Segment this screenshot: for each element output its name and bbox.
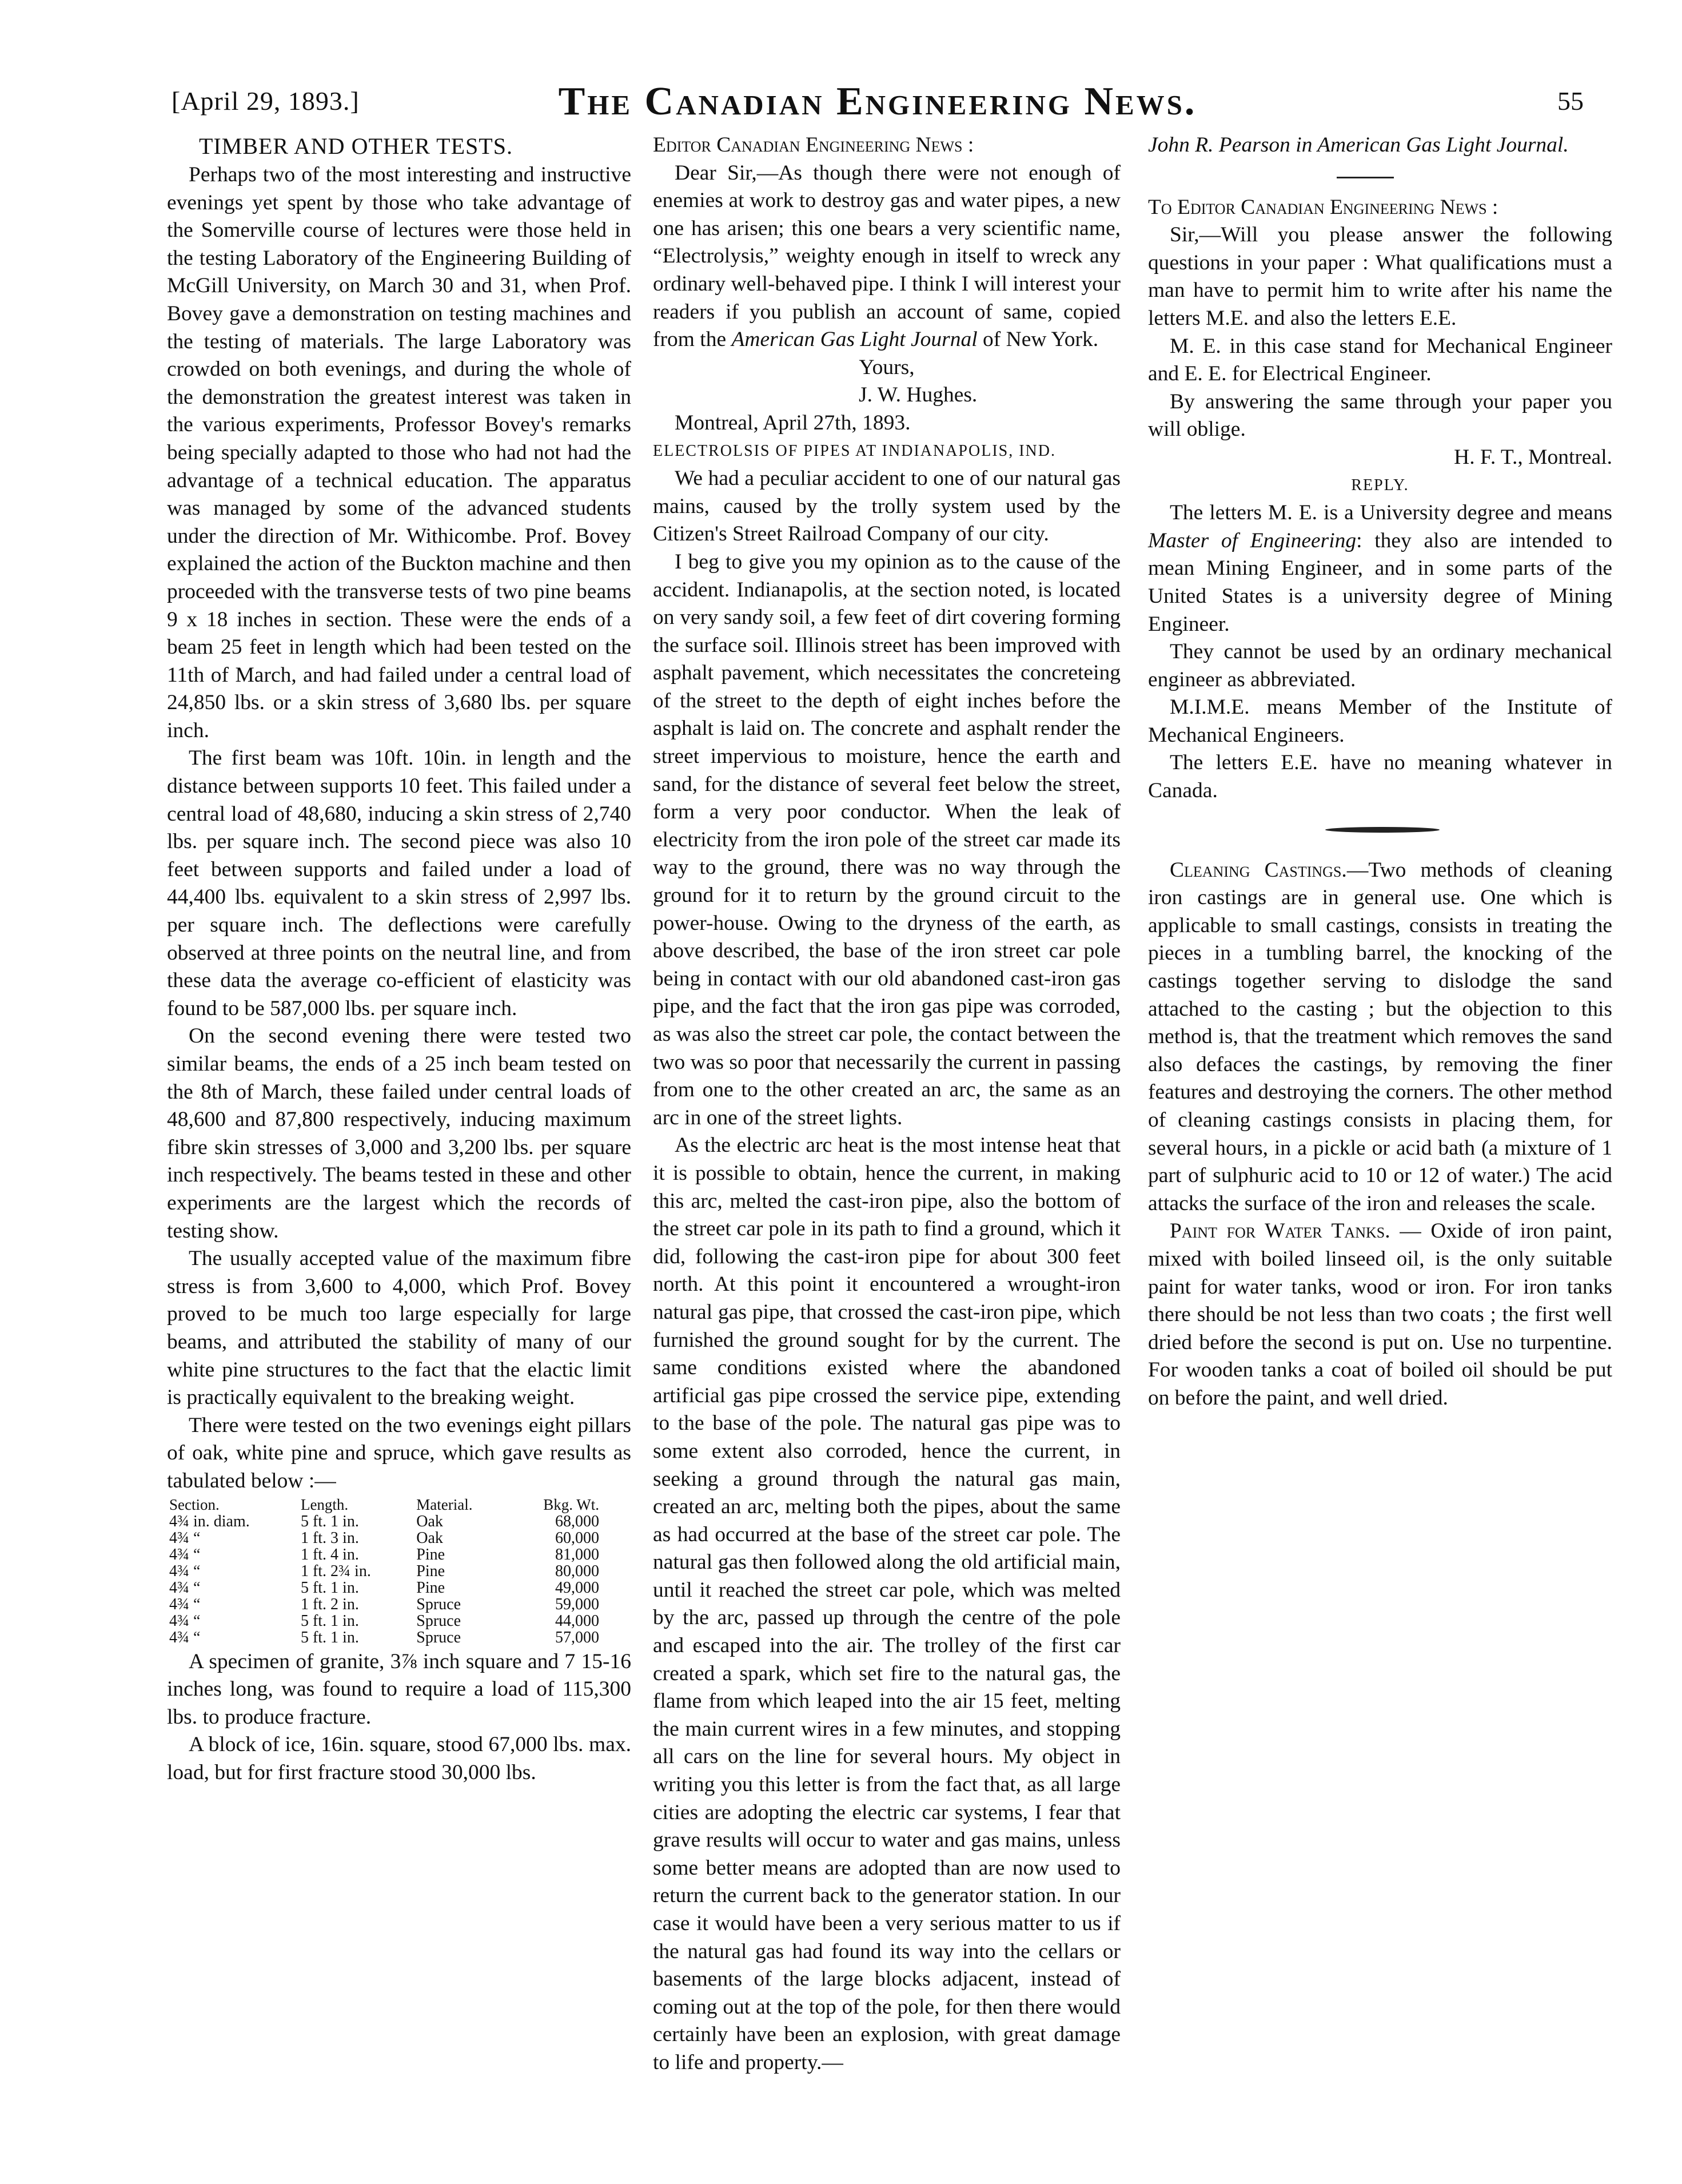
masthead-title: The Canadian Engineering News.: [558, 79, 1197, 124]
cell-length: 5 ft. 1 in.: [300, 1628, 359, 1646]
paint-water-tanks-paragraph: Paint for Water Tanks. — Oxide of iron paint, mixed with boiled linseed oil, is the only suitable paint for water tanks, wood or iron. For iron tanks there should be not less than two coats ; the first well dried before the second is put on. Use no turpentine. For wooden tanks a coat of boiled oil should be put on before the paint, and well dried.: [1148, 1219, 1612, 1410]
cell-breaking-weight: 81,000: [555, 1545, 599, 1564]
cleaning-castings-paragraph: Cleaning Castings.—Two methods of cleaning iron castings are in general use. One which is applicable to small castings, consists in treating the pieces in a tumbling barrel, the knocking of the castings together serving to dislodge the sand attached to the casting ; but the objection to this method is, that the treatment which removes the sand also defaces the castings, by removing the finer features and destroying the corners. The other method of cleaning castings consists in placing them, for several hours, in a pickle or acid bath (a mixture of 1 part of sulphuric acid to 10 or 12 of water.) The acid attacks the surface of the iron and releases the scale.: [1148, 858, 1613, 1215]
cell-breaking-weight: 49,000: [555, 1578, 599, 1597]
column-1: [167, 132, 631, 1787]
letter-closing: Yours,: [859, 355, 915, 379]
pillar-test-table: [167, 1497, 601, 1646]
timber-paragraph-granite: A specimen of granite, 3⅞ inch square and 7 15-16 inches long, was found to require a load of 115,300 lbs. to produce fracture.: [167, 1649, 631, 1729]
degree-name: Master of Engineering: [1148, 528, 1357, 552]
cell-material: Pine: [416, 1562, 445, 1580]
cell-breaking-weight: 59,000: [555, 1595, 599, 1613]
cell-length: 5 ft. 1 in.: [300, 1512, 359, 1530]
electrolysis-subheading: ELECTROLSIS OF PIPES AT INDIANAPOLIS, IND.: [653, 441, 1056, 460]
column-header-length: Length.: [300, 1495, 349, 1513]
table-row: [167, 1613, 601, 1629]
reply-paragraph-3: M.I.M.E. means Member of the Institute of Mechanical Engineers.: [1148, 695, 1612, 747]
timber-paragraph-5: There were tested on the two evenings eight pillars of oak, white pine and spruce, which gave results as tabulated below :—: [167, 1413, 631, 1493]
timber-paragraph-3: On the second evening there were tested two similar beams, the ends of a 25 inch beam tested on the 8th of March, these failed under central loads of 48,600 and 87,800 respectively, inducing maximum fibre skin stresses of 3,000 and 3,200 lbs. per square inch respectively. The beams tested in these and other experiments are the largest which the records of testing show.: [167, 1024, 631, 1243]
page-header: [172, 79, 1584, 130]
timber-paragraph-1: Perhaps two of the most interesting and instructive evenings yet spent by those who take advantage of the Somerville course of lectures were those held in the testing Laboratory of the Engineering Building of McGill University, on March 30 and 31, when Prof. Bovey gave a demonstration on testing machines and the testing of materials. The large Laboratory was crowded on both evenings, and during the whole of the demonstration the greatest interest was taken in the various experiments, Professor Bovey's remarks being specially adapted to those who had not had the advantage of a technical education. The apparatus was managed by some of the advanced students under the direction of Mr. Withicombe. Prof. Bovey explained the action of the Buckton machine and then proceeded with the transverse tests of two pine beams 9 x 18 inches in section. These were the ends of a beam 25 feet in length which had been tested on the 11th of March, and had failed under a central load of 24,850 lbs. or a skin stress of 3,680 lbs. per square inch.: [167, 163, 631, 742]
cell-section: 4¾ “: [169, 1612, 201, 1630]
column-2: [653, 132, 1121, 2077]
reply-paragraph-2: They cannot be used by an ordinary mechanical engineer as abbreviated.: [1148, 640, 1612, 691]
cell-length: 1 ft. 2 in.: [300, 1595, 359, 1613]
cell-breaking-weight: 68,000: [555, 1512, 599, 1530]
timber-paragraph-2: The first beam was 10ft. 10in. in length and the distance between supports 10 feet. This failed under a central load of 48,680, inducing a skin stress of 2,740 lbs. per square inch. The second piece was also 10 feet between supports and failed under a load of 44,400 lbs. equivalent to a skin stress of 2,997 lbs. per square inch. The deflections were carefully observed at three points on the neutral line, and from these data the average co-efficient of elasticity was found to be 587,000 lbs. per square inch.: [167, 746, 631, 1020]
letter-salutation: Editor Canadian Engineering News :: [653, 133, 974, 157]
cell-material: Pine: [416, 1545, 445, 1564]
electrolysis-paragraph-2: I beg to give you my opinion as to the cause of the accident. Indianapolis, at the section noted, is located on very sandy soil, a few feet of dirt covering forming the surface soil. Illinois street has been improved with asphalt pavement, which necessitates the concreteing of the street to the depth of eight inches before the asphalt is laid on. The concrete and asphalt render the street impervious to moisture, hence the earth and sand, for the distance of several feet below the street, form a very poor conductor. When the leak of electricity from the iron pole of the street car made its way to the ground, there was no way through the ground for it to return by the ground circuit to the power-house. Owing to the dryness of the earth, as above described, the base of the iron street car pole being in contact with our old abandoned cast-iron gas pipe, and the fact that the iron gas pipe was corroded, as was also the street car pole, the contact between the two was so poor that necessarily the current in passing from one to the other created an arc, the same as an arc in one of the street lights.: [653, 550, 1121, 1129]
table-row: [167, 1546, 601, 1563]
cell-section: 4¾ “: [169, 1562, 201, 1580]
table-header-row: [167, 1497, 601, 1513]
article-heading-timber-tests: TIMBER AND OTHER TESTS.: [199, 133, 513, 159]
issue-date: [April 29, 1893.]: [172, 86, 360, 116]
column-header-material: Material.: [416, 1495, 473, 1513]
cell-length: 1 ft. 4 in.: [300, 1545, 359, 1564]
page-number: 55: [1557, 86, 1584, 116]
letter-body: Dear Sir,—As though there were not enough of enemies at work to destroy gas and water pipes, a new one has arisen; this one bears a very scientific name, “Electrolysis,” weighty enough in itself to wreck any ordinary well-behaved pipe. I think I will interest your readers if you publish an account of same, copied from the American Gas Light Journal of New York.: [653, 161, 1121, 352]
electrolysis-credit-line: [1148, 132, 1612, 160]
cell-breaking-weight: 44,000: [555, 1612, 599, 1630]
cell-section: 4¾ “: [169, 1595, 201, 1613]
cell-material: Spruce: [416, 1628, 461, 1646]
table-row: [167, 1580, 601, 1596]
cell-breaking-weight: 60,000: [555, 1529, 599, 1547]
timber-paragraph-4: The usually accepted value of the maximum fibre stress is from 3,600 to 4,000, which Prof. Bovey proved to be much too large especially for large beams, and attributed the stability of many of our white pine structures to the fact that the elactic limit is practically equivalent to the breaking weight.: [167, 1247, 631, 1410]
paint-water-tanks-label: Paint for Water Tanks.: [1170, 1219, 1390, 1243]
column-header-breaking-weight: Bkg. Wt.: [543, 1495, 599, 1513]
table-row: [167, 1513, 601, 1530]
query-salutation: To Editor Canadian Engineering News :: [1148, 195, 1498, 219]
cell-section: 4¾ in. diam.: [169, 1512, 250, 1530]
table-row: [167, 1563, 601, 1580]
query-paragraph-2: M. E. in this case stand for Mechanical Engineer and E. E. for Electrical Engineer.: [1148, 334, 1612, 386]
timber-paragraph-ice: A block of ice, 16in. square, stood 67,000 lbs. max. load, but for first fracture stood 30,000 lbs.: [167, 1733, 631, 1784]
section-divider: [1148, 160, 1612, 194]
electrolysis-credit: John R. Pearson in American Gas Light Journal.: [1148, 133, 1569, 157]
cell-section: 4¾ “: [169, 1529, 201, 1547]
reply-paragraph-1: The letters M. E. is a University degree and means Master of Engineering: they also are intended to mean Mining Engineer, and in some parts of the United States is a university degree of Mining Engineer.: [1148, 501, 1612, 636]
cell-breaking-weight: 57,000: [555, 1628, 599, 1646]
cell-breaking-weight: 80,000: [555, 1562, 599, 1580]
journal-name: American Gas Light Journal: [731, 328, 978, 352]
cell-material: Pine: [416, 1578, 445, 1597]
ornamental-divider: [1148, 805, 1612, 857]
cell-length: 5 ft. 1 in.: [300, 1612, 359, 1630]
column-3: [1148, 132, 1612, 1413]
cell-material: Oak: [416, 1512, 443, 1530]
cell-section: 4¾ “: [169, 1578, 201, 1597]
query-paragraph-3: By answering the same through your paper you will oblige.: [1148, 389, 1612, 441]
table-row: [167, 1530, 601, 1546]
query-paragraph-1: Sir,—Will you please answer the following questions in your paper : What qualifications must a man have to permit him to write after his name the letters M.E. and also the letters E.E.: [1148, 223, 1612, 330]
cell-length: 1 ft. 2¾ in.: [300, 1562, 371, 1580]
cell-length: 5 ft. 1 in.: [300, 1578, 359, 1597]
cell-section: 4¾ “: [169, 1545, 201, 1564]
table-row: [167, 1629, 601, 1646]
letter-signature: J. W. Hughes.: [859, 383, 978, 407]
electrolysis-paragraph-1: We had a peculiar accident to one of our natural gas mains, caused by the trolly system used by the Citizen's Street Railroad Company of our city.: [653, 467, 1121, 546]
reply-paragraph-4: The letters E.E. have no meaning whatever in Canada.: [1148, 751, 1612, 803]
cell-section: 4¾ “: [169, 1628, 201, 1646]
cleaning-castings-label: Cleaning Castings.: [1170, 858, 1347, 882]
letter-place-date: Montreal, April 27th, 1893.: [675, 411, 911, 435]
electrolysis-paragraph-3: As the electric arc heat is the most intense heat that it is possible to obtain, hence the current, in making this arc, melted the cast-iron pipe, also the bottom of the street car pole in its path to find a ground, which it did, following the cast-iron pipe for about 300 feet north. At this point it encountered a wrought-iron natural gas pipe, that crossed the cast-iron pipe, which furnished the ground sought for by the current. The same conditions existed where the abandoned artificial gas pipe crossed the service pipe, extending to the base of the pole. The natural gas pipe was to some extent also corroded, hence the current, in seeking a ground through the natural gas main, created an arc, melting both the pipes, about the same as had occurred at the base of the street car pole. The natural gas then followed along the old artificial main, until it reached the street car pole, which was melted by the arc, passed up through the centre of the pole and escaped into the air. The trolley of the first car created a spark, which set fire to the natural gas, the flame from which leaped into the air 15 feet, melting the main current wires in a few minutes, and stopping all cars on the line for several hours. My object in writing you this letter is from the fact that, as all large cities are adopting the electric car systems, I fear that grave results will occur to water and gas mains, unless some better means are adopted than are now used to return the current back to the generator station. In our case it would have been a very serious matter to us if the natural gas had found its way into the cellars or basements of the large blocks adjacent, instead of coming out at the top of the pole, for then there would certainly have been an explosion, with great damage to life and property.—: [653, 1133, 1121, 2074]
cell-material: Spruce: [416, 1595, 461, 1613]
column-header-section: Section.: [169, 1495, 220, 1513]
cell-length: 1 ft. 3 in.: [300, 1529, 359, 1547]
reply-heading: REPLY.: [1351, 476, 1409, 494]
table-row: [167, 1596, 601, 1613]
cell-material: Oak: [416, 1529, 443, 1547]
query-signature: H. F. T., Montreal.: [1454, 445, 1612, 469]
cell-material: Spruce: [416, 1612, 461, 1630]
